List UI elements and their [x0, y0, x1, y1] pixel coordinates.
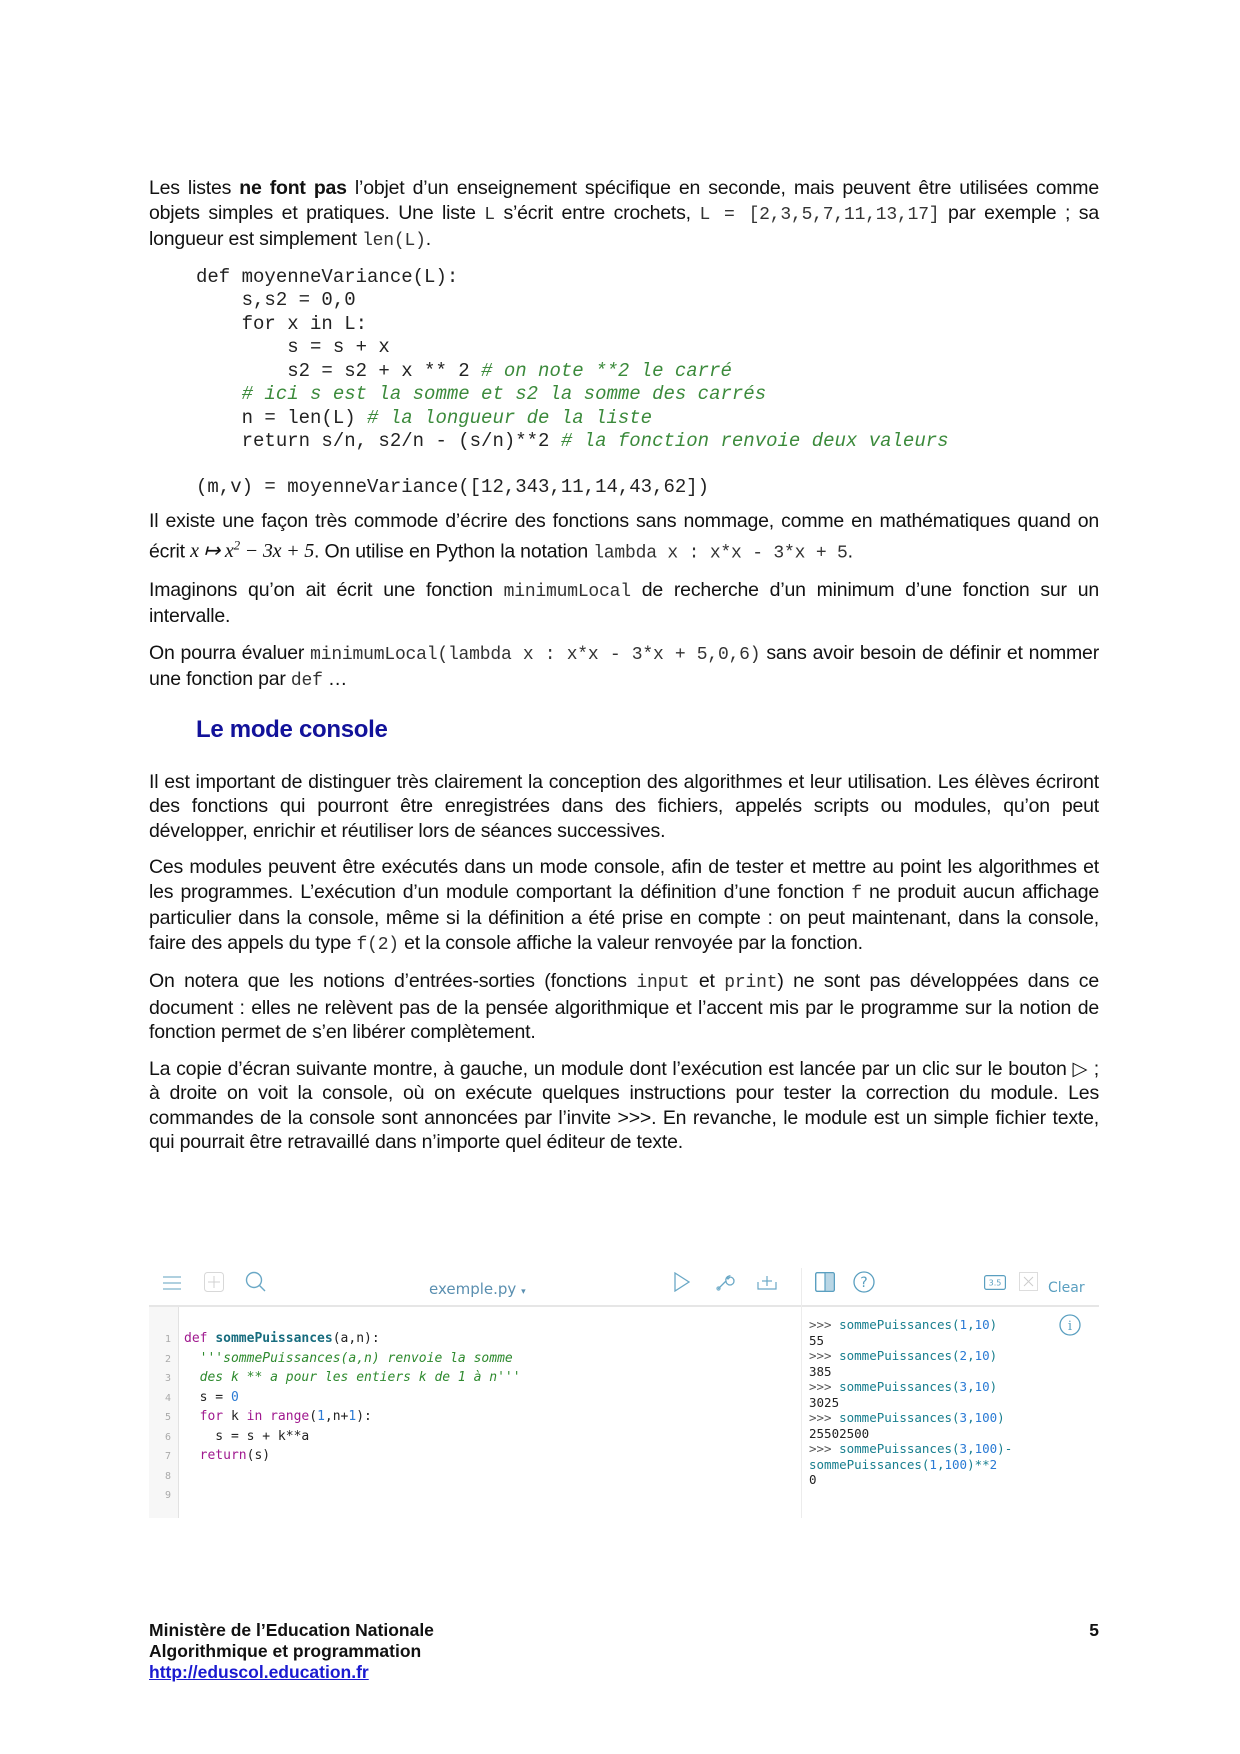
- inline-code: minimumLocal: [503, 581, 631, 602]
- editor-line: 9: [164, 1490, 171, 1501]
- console-command: >>> sommePuissances(2,10): [809, 1348, 998, 1363]
- svg-text:i: i: [1067, 1319, 1073, 1334]
- inline-code: def: [290, 671, 323, 692]
- inline-code: f(2): [356, 934, 399, 955]
- help-icon[interactable]: [853, 1271, 875, 1297]
- console-paragraph-4: La copie d’écran suivante montre, à gauche, un module dont l’exécution est lancée par un clic sur le bouton ▷ ; à droite on voit la console, où on exécute quelques instructions pour tester la correction du module. Les commandes de la console sont annoncées par l’invite >>>. En revanche, le module est un simple fichier texte, qui pourrait être retravaillé dans n’importe quel éditeur de texte.: [149, 1057, 1100, 1154]
- console-command-continuation: sommePuissances(1,100)**2: [809, 1456, 998, 1472]
- inline-code: L: [484, 204, 495, 225]
- lambda-paragraph: Il existe une façon très commode d’écrire des fonctions sans nommage, comme en mathématiques quand on écrit x ↦ $x^2 - 3x + 5$. On utilise en Python la notation lambda x : x*x - 3*x + 5.: [149, 510, 1099, 564]
- editor-line: 3 des k ** a pour les entiers k de 1 à n''': [164, 1370, 521, 1385]
- console-command: >>> sommePuissances(3,100): [809, 1410, 1005, 1425]
- prompt-glyph: >>>: [617, 1106, 652, 1129]
- python-console[interactable]: [809, 1307, 1099, 1518]
- console-output: 3025: [809, 1394, 840, 1410]
- inline-code: f: [851, 883, 862, 904]
- console-command: >>> sommePuissances(3,100)-: [809, 1441, 1013, 1456]
- editor-line: 7 return(s): [164, 1448, 271, 1463]
- code-call-line: (m,v) = moyenneVariance([12,343,11,14,43,62]): [196, 475, 710, 498]
- editor-line: 1 def sommePuissances(a,n):: [164, 1331, 380, 1346]
- search-icon[interactable]: [245, 1271, 267, 1297]
- svg-text:3.5: 3.5: [988, 1278, 1002, 1288]
- editor-line: 5 for k in range(1,n+1):: [164, 1409, 372, 1424]
- console-command: >>> sommePuissances(1,10): [809, 1317, 998, 1332]
- chevron-down-icon: ▾: [521, 1287, 526, 1297]
- console-output: 55: [809, 1332, 825, 1348]
- pane-divider[interactable]: [801, 1268, 802, 1518]
- wrench-icon[interactable]: [715, 1272, 735, 1296]
- code-comment: # ici s est la somme et s2 la somme des carrés: [241, 383, 767, 405]
- page-footer: [149, 1620, 1099, 1683]
- editor-line: 2 '''sommePuissances(a,n) renvoie la somme: [164, 1350, 513, 1366]
- footer-ministry: Ministère de l’Education Nationale: [149, 1620, 434, 1640]
- play-glyph-icon: ▷: [1072, 1057, 1088, 1080]
- split-view-icon[interactable]: [815, 1272, 835, 1296]
- ide-toolbar: [149, 1260, 1099, 1307]
- code-block-moyenne-variance: [196, 266, 1099, 500]
- code-comment: # on note **2 le carré: [481, 359, 732, 382]
- eval-paragraph: On pourra évaluer minimumLocal(lambda x : x*x - 3*x + 5,0,6) sans avoir besoin de définir et nommer une fonction par def …: [149, 641, 1099, 692]
- console-output: 0: [809, 1472, 817, 1487]
- code-line: def moyenneVariance(L):: [196, 265, 459, 288]
- code-editor[interactable]: [149, 1307, 801, 1518]
- inline-code: input: [636, 973, 690, 994]
- new-file-icon[interactable]: [204, 1272, 224, 1296]
- footer-title: Algorithmique et programmation: [149, 1641, 422, 1661]
- document-body: [149, 176, 1099, 1167]
- editor-line: 8: [164, 1470, 171, 1482]
- inline-code: print: [724, 973, 778, 994]
- info-icon[interactable]: [1059, 1314, 1081, 1340]
- console-paragraph-2: Ces modules peuvent être exécutés dans un mode console, afin de tester et mettre au point les algorithmes et les programmes. L’exécution d’un module comportant la définition d’une fonction f ne produit aucun affichage particulier dans la console, même si la définition a été prise en compte : on peut maintenant, dans la console, faire des appels du type f(2) et la console affiche la valeur renvoyée par la fonction.: [149, 856, 1099, 955]
- code-line: for x in L:: [196, 312, 368, 335]
- math-formula: x ↦ $x^2 - 3x + 5$: [190, 537, 315, 563]
- code-line: n = len(L) # la longueur de la liste: [196, 406, 653, 429]
- code-comment: # la fonction renvoie deux valeurs: [560, 430, 949, 452]
- console-paragraph-1: Il est important de distinguer très clairement la conception des algorithmes et leur utilisation. Les élèves écriront des fonctions qui pourront être enregistrées dans des fichiers, appelés scripts ou modules, qu’on peut développer, enrichir et réutiliser lors de séances successives.: [149, 770, 1099, 842]
- ide-screenshot: [149, 1260, 1099, 1518]
- inline-code: L = [2,3,5,7,11,13,17]: [699, 204, 940, 225]
- footer-link[interactable]: http://eduscol.education.fr: [149, 1662, 369, 1682]
- inline-code: lambda x : x*x - 3*x + 5: [593, 543, 848, 564]
- console-output: 385: [809, 1363, 832, 1379]
- inline-code: len(L): [362, 231, 426, 251]
- section-heading: Le mode console: [196, 715, 388, 743]
- editor-line: 6 s = s + k**a: [164, 1428, 310, 1444]
- clear-icon[interactable]: [1019, 1272, 1038, 1295]
- console-paragraph-3: On notera que les notions d’entrées-sorties (fonctions input et print) ne sont pas développées dans ce document : elles ne relèvent pas de la pensée algorithmique et l’accent mis par le programme sur la notion de fonction permet de s’en libérer complètement.: [149, 970, 1099, 1044]
- clear-button[interactable]: Clear: [1048, 1280, 1085, 1296]
- export-icon[interactable]: [757, 1274, 777, 1294]
- inline-code: minimumLocal(lambda x : x*x - 3*x + 5,0,6): [310, 644, 761, 665]
- code-line: return s/n, s2/n - (s/n)**2 # la fonction renvoie deux valeurs: [196, 430, 949, 452]
- code-comment: # la longueur de la liste: [367, 406, 653, 429]
- version-icon[interactable]: [984, 1275, 1006, 1294]
- run-icon[interactable]: [674, 1272, 690, 1296]
- minimum-paragraph: Imaginons qu’on ait écrit une fonction minimumLocal de recherche d’un minimum d’une fonction sur un intervalle.: [149, 578, 1099, 628]
- code-line: [196, 383, 1099, 407]
- menu-icon[interactable]: [163, 1275, 181, 1294]
- filename-dropdown[interactable]: exemple.py ▾: [429, 1280, 526, 1298]
- editor-line: 4 s = 0: [164, 1389, 239, 1405]
- console-command: >>> sommePuissances(3,10): [809, 1379, 998, 1394]
- emphasis: ne font pas: [239, 177, 347, 199]
- console-output: 25502500: [809, 1425, 870, 1441]
- page-number: 5: [1089, 1620, 1099, 1640]
- svg-text:?: ?: [860, 1275, 868, 1291]
- code-line: s = s + x: [196, 336, 390, 358]
- code-line: s2 = s2 + x ** 2 # on note **2 le carré: [196, 359, 732, 382]
- code-line: s,s2 = 0,0: [196, 289, 356, 311]
- intro-paragraph: Les listes ne font pas l’objet d’un enseignement spécifique en seconde, mais peuvent être utilisées comme objets simples et pratiques. Une liste L s’écrit entre crochets, L = [2,3,5,7,11,13,17] par exemple ; sa longueur est simplement len(L).: [149, 177, 1099, 251]
